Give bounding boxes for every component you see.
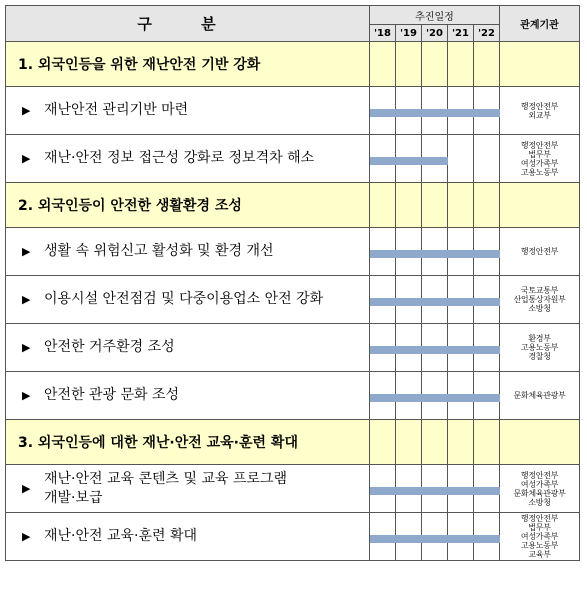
agency-name: 문화체육관광부 bbox=[513, 488, 566, 498]
schedule-bar bbox=[447, 250, 474, 258]
agency-cell bbox=[500, 372, 580, 420]
triangle-bullet-icon: ▶ bbox=[22, 341, 31, 354]
header-agency: 관계기관 bbox=[500, 6, 580, 42]
schedule-year-cell bbox=[396, 465, 422, 513]
schedule-year-cell bbox=[396, 324, 422, 372]
task-cell bbox=[6, 513, 370, 561]
agency-name: 고용노동부 bbox=[520, 167, 559, 177]
triangle-bullet-icon: ▶ bbox=[22, 245, 31, 258]
schedule-year-cell bbox=[370, 372, 396, 420]
agency-name: 문화체육관광부 bbox=[513, 391, 566, 400]
section-year-cell bbox=[422, 42, 448, 87]
schedule-bar bbox=[421, 487, 448, 495]
task-row bbox=[6, 276, 580, 324]
schedule-year-cell bbox=[370, 465, 396, 513]
task-text: 재난·안전 교육·훈련 확대 bbox=[44, 528, 198, 544]
schedule-year-cell bbox=[422, 513, 448, 561]
schedule-year-cell bbox=[370, 228, 396, 276]
section-row bbox=[6, 183, 580, 228]
agency-name: 여성가족부 bbox=[520, 532, 559, 541]
triangle-bullet-icon: ▶ bbox=[22, 530, 31, 543]
schedule-year-cell bbox=[396, 276, 422, 324]
task-row bbox=[6, 87, 580, 135]
plan-table bbox=[5, 5, 580, 561]
schedule-bar bbox=[395, 250, 422, 258]
task-cell bbox=[6, 276, 370, 324]
task-cell bbox=[6, 135, 370, 183]
schedule-year-cell bbox=[422, 372, 448, 420]
agency-name: 환경부 bbox=[528, 334, 551, 343]
schedule-year-cell bbox=[422, 465, 448, 513]
task-row bbox=[6, 228, 580, 276]
triangle-bullet-icon: ▶ bbox=[22, 152, 31, 165]
schedule-year-cell bbox=[396, 513, 422, 561]
table-body bbox=[6, 42, 580, 561]
schedule-year-cell bbox=[448, 465, 474, 513]
schedule-year-cell bbox=[396, 372, 422, 420]
header-schedule: 추진일정 bbox=[370, 6, 500, 25]
schedule-bar bbox=[395, 535, 422, 543]
header-year: '21 bbox=[448, 25, 474, 42]
agency-name: 법무부 bbox=[528, 523, 551, 532]
task-row bbox=[6, 372, 580, 420]
section-year-cell bbox=[448, 183, 474, 228]
schedule-year-cell bbox=[370, 276, 396, 324]
schedule-year-cell bbox=[448, 513, 474, 561]
schedule-year-cell bbox=[474, 513, 500, 561]
task-text: 재난안전 관리기반 마련 bbox=[44, 102, 189, 118]
section-year-cell bbox=[448, 420, 474, 465]
agency-cell bbox=[500, 324, 580, 372]
section-year-cell bbox=[396, 420, 422, 465]
schedule-year-cell bbox=[474, 276, 500, 324]
schedule-year-cell bbox=[370, 513, 396, 561]
agency-cell bbox=[500, 228, 580, 276]
agency-name: 행정안전부 bbox=[520, 247, 559, 256]
schedule-bar bbox=[370, 487, 396, 495]
section-year-cell bbox=[396, 183, 422, 228]
agency-name: 행정안전부 bbox=[520, 514, 559, 523]
agency-name: 법무부 bbox=[528, 149, 551, 159]
schedule-bar bbox=[473, 109, 500, 117]
section-year-cell bbox=[474, 42, 500, 87]
schedule-bar bbox=[447, 109, 474, 117]
agency-cell bbox=[500, 513, 580, 561]
schedule-bar bbox=[473, 298, 500, 306]
task-text: 생활 속 위험신고 활성화 및 환경 개선 bbox=[44, 243, 274, 259]
header-year: '20 bbox=[422, 25, 448, 42]
section-row bbox=[6, 42, 580, 87]
schedule-bar bbox=[370, 157, 396, 165]
schedule-bar bbox=[395, 157, 422, 165]
schedule-bar bbox=[473, 535, 500, 543]
schedule-bar bbox=[421, 298, 448, 306]
schedule-bar bbox=[370, 346, 396, 354]
task-row bbox=[6, 513, 580, 561]
agency-name: 소방청 bbox=[528, 304, 551, 313]
section-agency-cell bbox=[500, 42, 580, 87]
agency-name: 산업통상자원부 bbox=[513, 295, 566, 304]
schedule-bar bbox=[395, 109, 422, 117]
section-year-cell bbox=[396, 42, 422, 87]
schedule-bar bbox=[447, 346, 474, 354]
agency-name: 여성가족부 bbox=[520, 479, 559, 489]
schedule-bar bbox=[421, 346, 448, 354]
header-year: '22 bbox=[474, 25, 500, 42]
schedule-bar bbox=[395, 394, 422, 402]
schedule-bar bbox=[447, 394, 474, 402]
schedule-bar bbox=[421, 157, 448, 165]
task-cell bbox=[6, 372, 370, 420]
triangle-bullet-icon: ▶ bbox=[22, 293, 31, 306]
agency-name: 소방청 bbox=[528, 497, 551, 507]
task-cell bbox=[6, 228, 370, 276]
schedule-bar bbox=[473, 394, 500, 402]
schedule-year-cell bbox=[422, 87, 448, 135]
header-category: 구 분 bbox=[6, 6, 370, 42]
section-title: 1. 외국인등을 위한 재난안전 기반 강화 bbox=[6, 42, 370, 87]
schedule-bar bbox=[473, 346, 500, 354]
schedule-year-cell bbox=[396, 228, 422, 276]
section-year-cell bbox=[370, 42, 396, 87]
schedule-year-cell bbox=[422, 324, 448, 372]
section-title: 2. 외국인등이 안전한 생활환경 조성 bbox=[6, 183, 370, 228]
task-cell bbox=[6, 87, 370, 135]
task-text: 재난·안전 교육 콘텐츠 및 교육 프로그램 개발·보급 bbox=[44, 470, 288, 506]
schedule-year-cell bbox=[474, 465, 500, 513]
schedule-bar bbox=[395, 487, 422, 495]
schedule-year-cell bbox=[422, 228, 448, 276]
agency-name: 고용노동부 bbox=[520, 343, 559, 352]
schedule-bar bbox=[473, 487, 500, 495]
schedule-year-cell bbox=[448, 372, 474, 420]
schedule-bar bbox=[447, 487, 474, 495]
schedule-year-cell bbox=[474, 228, 500, 276]
task-text: 이용시설 안전점검 및 다중이용업소 안전 강화 bbox=[44, 291, 324, 307]
schedule-bar bbox=[421, 535, 448, 543]
agency-cell bbox=[500, 276, 580, 324]
header-year: '19 bbox=[396, 25, 422, 42]
schedule-year-cell bbox=[448, 324, 474, 372]
schedule-year-cell bbox=[448, 87, 474, 135]
section-year-cell bbox=[474, 183, 500, 228]
section-year-cell bbox=[422, 420, 448, 465]
agency-name: 행정안전부 bbox=[520, 470, 559, 480]
agency-name: 국토교통부 bbox=[520, 286, 559, 295]
schedule-year-cell bbox=[474, 87, 500, 135]
schedule-bar bbox=[370, 298, 396, 306]
task-text: 재난·안전 정보 접근성 강화로 정보격차 해소 bbox=[44, 150, 315, 166]
section-agency-cell bbox=[500, 420, 580, 465]
schedule-bar bbox=[395, 346, 422, 354]
agency-cell bbox=[500, 465, 580, 513]
task-text: 안전한 관광 문화 조성 bbox=[44, 387, 180, 403]
schedule-bar bbox=[421, 394, 448, 402]
schedule-year-cell bbox=[370, 135, 396, 183]
schedule-year-cell bbox=[474, 324, 500, 372]
schedule-bar bbox=[473, 250, 500, 258]
schedule-year-cell bbox=[474, 372, 500, 420]
task-row bbox=[6, 135, 580, 183]
schedule-year-cell bbox=[396, 87, 422, 135]
section-year-cell bbox=[448, 42, 474, 87]
agency-name: 경찰청 bbox=[528, 352, 551, 361]
task-text: 안전한 거주환경 조성 bbox=[44, 339, 175, 355]
schedule-bar bbox=[370, 394, 396, 402]
schedule-bar bbox=[421, 250, 448, 258]
schedule-year-cell bbox=[448, 228, 474, 276]
section-agency-cell bbox=[500, 183, 580, 228]
task-row bbox=[6, 465, 580, 513]
schedule-bar bbox=[421, 109, 448, 117]
schedule-bar bbox=[370, 250, 396, 258]
schedule-year-cell bbox=[422, 276, 448, 324]
triangle-bullet-icon: ▶ bbox=[22, 389, 31, 402]
agency-cell bbox=[500, 135, 580, 183]
schedule-bar bbox=[370, 109, 396, 117]
section-year-cell bbox=[370, 420, 396, 465]
agency-name: 교육부 bbox=[528, 550, 551, 559]
schedule-year-cell bbox=[396, 135, 422, 183]
triangle-bullet-icon: ▶ bbox=[22, 482, 31, 495]
schedule-bar bbox=[370, 535, 396, 543]
agency-name: 행정안전부 bbox=[520, 101, 559, 111]
task-row bbox=[6, 324, 580, 372]
section-title: 3. 외국인등에 대한 재난·안전 교육·훈련 확대 bbox=[6, 420, 370, 465]
agency-name: 고용노동부 bbox=[520, 541, 559, 550]
schedule-bar bbox=[447, 298, 474, 306]
triangle-bullet-icon: ▶ bbox=[22, 104, 31, 117]
agency-name: 행정안전부 bbox=[520, 140, 559, 150]
section-year-cell bbox=[370, 183, 396, 228]
schedule-year-cell bbox=[448, 276, 474, 324]
schedule-bar bbox=[447, 535, 474, 543]
schedule-year-cell bbox=[422, 135, 448, 183]
section-year-cell bbox=[422, 183, 448, 228]
section-row bbox=[6, 420, 580, 465]
agency-name: 외교부 bbox=[528, 110, 551, 120]
agency-name: 여성가족부 bbox=[520, 158, 559, 168]
task-cell bbox=[6, 465, 370, 513]
section-year-cell bbox=[474, 420, 500, 465]
schedule-year-cell bbox=[370, 87, 396, 135]
schedule-year-cell bbox=[474, 135, 500, 183]
schedule-bar bbox=[395, 298, 422, 306]
task-cell bbox=[6, 324, 370, 372]
header-year: '18 bbox=[370, 25, 396, 42]
agency-cell bbox=[500, 87, 580, 135]
schedule-year-cell bbox=[370, 324, 396, 372]
schedule-year-cell bbox=[448, 135, 474, 183]
